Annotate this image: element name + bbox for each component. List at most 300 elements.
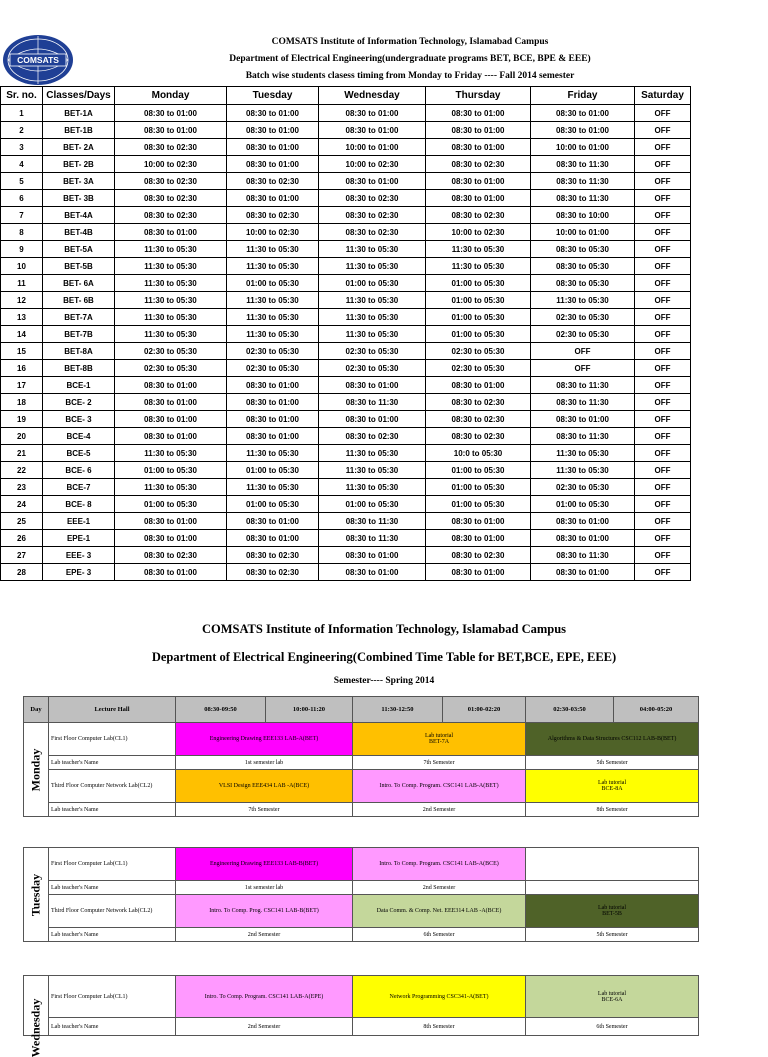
table-cell: 12 <box>1 292 43 309</box>
table-cell: 08:30 to 01:00 <box>115 377 227 394</box>
table-cell: 08:30 to 01:00 <box>319 564 426 581</box>
table-cell: 11:30 to 05:30 <box>115 241 227 258</box>
table-cell: 11:30 to 05:30 <box>227 326 319 343</box>
table-cell: 08:30 to 01:00 <box>426 122 531 139</box>
table-cell: BET-8A <box>43 343 115 360</box>
table-row <box>1 462 691 479</box>
table-cell: OFF <box>635 122 691 139</box>
table-cell: 11:30 to 05:30 <box>227 445 319 462</box>
table-cell: BET-7A <box>43 309 115 326</box>
table-cell: 01:00 to 05:30 <box>227 496 319 513</box>
table-cell: 08:30 to 01:00 <box>227 156 319 173</box>
slot-header: 04:00-05:20 <box>614 697 699 723</box>
table-cell: BET- 3B <box>43 190 115 207</box>
table-cell: 08:30 to 05:30 <box>531 258 635 275</box>
table-cell: 08:30 to 01:00 <box>115 513 227 530</box>
table-cell: BCE-4 <box>43 428 115 445</box>
table-row <box>1 513 691 530</box>
table-cell: 1 <box>1 105 43 122</box>
semester-cell: 7th Semester <box>353 756 526 770</box>
table-cell: OFF <box>635 173 691 190</box>
table-cell: 08:30 to 01:00 <box>115 105 227 122</box>
table-cell: 5 <box>1 173 43 190</box>
table-cell: OFF <box>635 377 691 394</box>
table-cell: 08:30 to 01:00 <box>115 122 227 139</box>
table-cell: 08:30 to 01:00 <box>426 377 531 394</box>
table-cell: 11:30 to 05:30 <box>531 292 635 309</box>
table-cell: OFF <box>635 326 691 343</box>
table-cell: 08:30 to 01:00 <box>115 428 227 445</box>
slot-cell: Engineering Drawing EEE133 LAB-A(BET) <box>176 723 353 756</box>
table-row <box>1 139 691 156</box>
table-cell: 01:00 to 05:30 <box>426 479 531 496</box>
table-cell: 08:30 to 02:30 <box>426 411 531 428</box>
table-cell: 08:30 to 02:30 <box>319 207 426 224</box>
table-cell: 11:30 to 05:30 <box>227 258 319 275</box>
slot-cell: VLSI Design EEE434 LAB -A(BCE) <box>176 770 353 803</box>
table-cell: 11 <box>1 275 43 292</box>
monday-block <box>23 722 699 817</box>
table-cell: 02:30 to 05:30 <box>531 309 635 326</box>
table-cell: 10:00 to 02:30 <box>227 224 319 241</box>
slot-cell: Algorithms & Data Structures CSC112 LAB-B(BET) <box>526 723 699 756</box>
table-cell: 21 <box>1 445 43 462</box>
semester-cell: 6th Semester <box>526 1018 699 1036</box>
table-row <box>1 343 691 360</box>
room-cl2: Third Floor Computer Network Lab(CL2) <box>49 895 176 928</box>
semester-cell: 5th Semester <box>526 756 699 770</box>
table-cell: 01:00 to 05:30 <box>319 275 426 292</box>
table-cell: 08:30 to 01:00 <box>227 122 319 139</box>
slot-cell: Lab tutorial BCE-6A <box>526 976 699 1018</box>
table-cell: 10:00 to 02:30 <box>115 156 227 173</box>
slot-cell <box>526 848 699 881</box>
table-cell: 08:30 to 01:00 <box>426 564 531 581</box>
room-cl1: First Floor Computer Lab(CL1) <box>49 723 176 756</box>
table-cell: 11:30 to 05:30 <box>319 309 426 326</box>
table-cell: 01:00 to 05:30 <box>426 326 531 343</box>
table-cell: OFF <box>635 564 691 581</box>
table-cell: 15 <box>1 343 43 360</box>
column-header: Tuesday <box>227 87 319 105</box>
table-cell: 11:30 to 05:30 <box>319 462 426 479</box>
table-cell: 11:30 to 05:30 <box>115 258 227 275</box>
table-row <box>1 479 691 496</box>
table-cell: 19 <box>1 411 43 428</box>
table-cell: 11:30 to 05:30 <box>115 275 227 292</box>
table-cell: 25 <box>1 513 43 530</box>
table-row <box>1 564 691 581</box>
table-row <box>1 496 691 513</box>
table-cell: BET- 2A <box>43 139 115 156</box>
table-cell: BCE-1 <box>43 377 115 394</box>
table-cell: 11:30 to 05:30 <box>531 462 635 479</box>
table-cell: EPE-1 <box>43 530 115 547</box>
column-header: Friday <box>531 87 635 105</box>
table-cell: 02:30 to 05:30 <box>115 343 227 360</box>
table-cell: 20 <box>1 428 43 445</box>
table-cell: 08:30 to 01:00 <box>531 564 635 581</box>
table-cell: 16 <box>1 360 43 377</box>
table-row <box>1 377 691 394</box>
semester-cell: 2nd Semester <box>353 881 526 895</box>
table-cell: BET- 6A <box>43 275 115 292</box>
table-cell: BCE-5 <box>43 445 115 462</box>
table-cell: 24 <box>1 496 43 513</box>
table-cell: 11:30 to 05:30 <box>227 292 319 309</box>
semester-cell: 1st semester lab <box>176 756 353 770</box>
slot-cell: Intro. To Comp. Program. CSC141 LAB-A(BCE) <box>353 848 526 881</box>
table-cell: 11:30 to 05:30 <box>319 326 426 343</box>
table-cell: 08:30 to 01:00 <box>115 394 227 411</box>
table-cell: 08:30 to 01:00 <box>227 190 319 207</box>
table-row <box>1 258 691 275</box>
column-header: Saturday <box>635 87 691 105</box>
table-row <box>1 309 691 326</box>
table-cell: 13 <box>1 309 43 326</box>
slot-cell: Data Comm. & Comp. Net. EEE314 LAB -A(BCE) <box>353 895 526 928</box>
table-cell: 08:30 to 02:30 <box>426 428 531 445</box>
table-row <box>1 292 691 309</box>
table-cell: BET- 6B <box>43 292 115 309</box>
lab-teacher-label: Lab teacher's Name <box>49 803 176 817</box>
table-cell: BET-8B <box>43 360 115 377</box>
table-cell: 2 <box>1 122 43 139</box>
table-cell: BET-4B <box>43 224 115 241</box>
table-cell: 08:30 to 01:00 <box>115 564 227 581</box>
table-cell: 01:00 to 05:30 <box>426 275 531 292</box>
table-cell: OFF <box>635 309 691 326</box>
table-row <box>1 326 691 343</box>
table-cell: 08:30 to 01:00 <box>319 122 426 139</box>
table-cell: OFF <box>635 428 691 445</box>
table-cell: 14 <box>1 326 43 343</box>
table-cell: 10:00 to 01:00 <box>319 139 426 156</box>
table-cell: 23 <box>1 479 43 496</box>
table-cell: 08:30 to 02:30 <box>115 207 227 224</box>
day-col-header: Day <box>24 697 49 723</box>
semester-cell: 8th Semester <box>526 803 699 817</box>
table-cell: 08:30 to 01:00 <box>115 530 227 547</box>
table-cell: 08:30 to 02:30 <box>426 547 531 564</box>
tuesday-block <box>23 847 699 942</box>
lab-teacher-label: Lab teacher's Name <box>49 881 176 895</box>
table-cell: OFF <box>635 292 691 309</box>
table-cell: 08:30 to 02:30 <box>426 156 531 173</box>
table-cell: 02:30 to 05:30 <box>115 360 227 377</box>
table-cell: BET-7B <box>43 326 115 343</box>
table-cell: 08:30 to 01:00 <box>319 547 426 564</box>
slot-cell: Intro. To Comp. Program. CSC141 LAB-A(BET) <box>353 770 526 803</box>
table-cell: 08:30 to 11:30 <box>319 530 426 547</box>
table-cell: 02:30 to 05:30 <box>227 343 319 360</box>
table-cell: 08:30 to 02:30 <box>227 547 319 564</box>
semester-cell <box>526 881 699 895</box>
table-cell: 08:30 to 11:30 <box>531 394 635 411</box>
day-label-tuesday: Tuesday <box>24 848 49 942</box>
table-cell: 8 <box>1 224 43 241</box>
table-cell: 08:30 to 01:00 <box>227 411 319 428</box>
table-cell: BET- 2B <box>43 156 115 173</box>
table-cell: BET- 3A <box>43 173 115 190</box>
table-cell: 08:30 to 01:00 <box>426 173 531 190</box>
table-cell: OFF <box>635 411 691 428</box>
timetable-department-title: Department of Electrical Engineering(Combined Time Table for BET,BCE, EPE, EEE) <box>151 650 617 664</box>
table-cell: 08:30 to 01:00 <box>227 530 319 547</box>
table-cell: 08:30 to 01:00 <box>227 394 319 411</box>
timetable-semester: Semester---- Spring 2014 <box>333 676 435 686</box>
table-cell: 08:30 to 01:00 <box>227 513 319 530</box>
table-cell: OFF <box>635 224 691 241</box>
table-cell: 10:00 to 02:30 <box>426 224 531 241</box>
table-cell: 01:00 to 05:30 <box>426 292 531 309</box>
lab-teacher-label: Lab teacher's Name <box>49 1018 176 1036</box>
table-row <box>1 207 691 224</box>
table-cell: BET-5A <box>43 241 115 258</box>
day-label-monday: Monday <box>24 723 49 817</box>
slot-cell: Engineering Drawing EEE133 LAB-B(BET) <box>176 848 353 881</box>
semester-cell: 2nd Semester <box>353 803 526 817</box>
department-title: Department of Electrical Engineering(undergraduate programs BET, BCE, BPE & EEE) <box>229 54 591 64</box>
table-cell: 08:30 to 01:00 <box>531 122 635 139</box>
table-cell: 02:30 to 05:30 <box>319 343 426 360</box>
table-cell: 08:30 to 11:30 <box>531 190 635 207</box>
table-cell: 11:30 to 05:30 <box>227 241 319 258</box>
table-row <box>1 394 691 411</box>
comsats-logo <box>2 34 74 86</box>
table-cell: OFF <box>531 343 635 360</box>
table-cell: 08:30 to 02:30 <box>426 394 531 411</box>
lecture-hall-col-header: Lecture Hall <box>49 697 176 723</box>
table-cell: 01:00 to 05:30 <box>426 462 531 479</box>
table-cell: 02:30 to 05:30 <box>319 360 426 377</box>
table-cell: 08:30 to 01:00 <box>426 190 531 207</box>
batch-timing-title: Batch wise students clasess timing from Monday to Friday ---- Fall 2014 semester <box>245 71 575 81</box>
table-cell: 11:30 to 05:30 <box>426 241 531 258</box>
table-cell: 28 <box>1 564 43 581</box>
table-cell: 17 <box>1 377 43 394</box>
table-cell: BET-4A <box>43 207 115 224</box>
table-cell: 08:30 to 02:30 <box>115 139 227 156</box>
table-cell: 01:00 to 05:30 <box>531 496 635 513</box>
table-row <box>1 190 691 207</box>
institute-title: COMSATS Institute of Information Technology, Islamabad Campus <box>271 37 549 47</box>
table-cell: 01:00 to 05:30 <box>227 275 319 292</box>
table-cell: 4 <box>1 156 43 173</box>
table-cell: 3 <box>1 139 43 156</box>
table-cell: 08:30 to 05:30 <box>531 241 635 258</box>
table-cell: 11:30 to 05:30 <box>319 258 426 275</box>
table-cell: OFF <box>635 496 691 513</box>
table-cell: 08:30 to 01:00 <box>319 105 426 122</box>
table-cell: 08:30 to 11:30 <box>531 173 635 190</box>
table-cell: 02:30 to 05:30 <box>531 479 635 496</box>
table-cell: 01:00 to 05:30 <box>115 496 227 513</box>
slot-cell: Lab tutorial BET-7A <box>353 723 526 756</box>
slot-header: 02:30-03:50 <box>526 697 614 723</box>
slot-header: 01:00-02:20 <box>443 697 526 723</box>
table-cell: 08:30 to 01:00 <box>426 530 531 547</box>
room-cl1: First Floor Computer Lab(CL1) <box>49 848 176 881</box>
table-row <box>1 411 691 428</box>
table-cell: BET-1B <box>43 122 115 139</box>
table-cell: EPE- 3 <box>43 564 115 581</box>
table-row <box>1 547 691 564</box>
table-cell: 08:30 to 01:00 <box>227 105 319 122</box>
table-cell: 08:30 to 01:00 <box>531 411 635 428</box>
table-cell: 18 <box>1 394 43 411</box>
table-cell: 11:30 to 05:30 <box>115 309 227 326</box>
table-cell: 08:30 to 02:30 <box>227 207 319 224</box>
table-cell: BET-1A <box>43 105 115 122</box>
table-row <box>1 530 691 547</box>
column-header: Wednesday <box>319 87 426 105</box>
table-cell: OFF <box>635 105 691 122</box>
table-cell: 11:30 to 05:30 <box>227 309 319 326</box>
table-cell: 11:30 to 05:30 <box>115 479 227 496</box>
table-cell: 7 <box>1 207 43 224</box>
table-cell: OFF <box>635 479 691 496</box>
table-cell: 01:00 to 05:30 <box>426 309 531 326</box>
table-cell: 11:30 to 05:30 <box>115 292 227 309</box>
slot-cell: Lab tutorial BET-5B <box>526 895 699 928</box>
table-cell: 11:30 to 05:30 <box>319 292 426 309</box>
table-cell: 10 <box>1 258 43 275</box>
table-row <box>1 241 691 258</box>
table-cell: 10:00 to 01:00 <box>531 139 635 156</box>
table-cell: 26 <box>1 530 43 547</box>
table-cell: 08:30 to 11:30 <box>319 394 426 411</box>
table-cell: 08:30 to 02:30 <box>115 547 227 564</box>
table-row <box>1 275 691 292</box>
table-cell: OFF <box>531 360 635 377</box>
table-cell: OFF <box>635 394 691 411</box>
timetable-institute-title: COMSATS Institute of Information Technology, Islamabad Campus <box>201 622 567 636</box>
table-row <box>1 122 691 139</box>
table-cell: 11:30 to 05:30 <box>227 479 319 496</box>
table-cell: OFF <box>635 343 691 360</box>
table-cell: 10:00 to 02:30 <box>319 156 426 173</box>
table-cell: EEE-1 <box>43 513 115 530</box>
slot-header: 11:30-12:50 <box>353 697 443 723</box>
table-cell: 08:30 to 01:00 <box>426 105 531 122</box>
table-cell: EEE- 3 <box>43 547 115 564</box>
table-cell: 08:30 to 01:00 <box>531 530 635 547</box>
table-cell: 08:30 to 11:30 <box>531 156 635 173</box>
table-cell: 08:30 to 11:30 <box>531 377 635 394</box>
table-row <box>1 428 691 445</box>
table-cell: 01:00 to 05:30 <box>227 462 319 479</box>
table-cell: 08:30 to 01:00 <box>115 411 227 428</box>
semester-cell: 2nd Semester <box>176 1018 353 1036</box>
table-cell: BCE- 3 <box>43 411 115 428</box>
schedule-header-row <box>1 87 691 105</box>
table-cell: 08:30 to 01:00 <box>227 428 319 445</box>
table-cell: 08:30 to 01:00 <box>531 105 635 122</box>
table-cell: OFF <box>635 445 691 462</box>
table-cell: 08:30 to 01:00 <box>531 513 635 530</box>
lab-teacher-label: Lab teacher's Name <box>49 928 176 942</box>
column-header: Classes/Days <box>43 87 115 105</box>
table-cell: 08:30 to 05:30 <box>531 275 635 292</box>
semester-cell: 2nd Semester <box>176 928 353 942</box>
table-cell: 11:30 to 05:30 <box>319 479 426 496</box>
table-cell: BCE- 2 <box>43 394 115 411</box>
timetable-header <box>23 696 699 723</box>
slot-cell: Network Programming CSC341-A(BET) <box>353 976 526 1018</box>
table-cell: 02:30 to 05:30 <box>426 343 531 360</box>
semester-cell: 1st semester lab <box>176 881 353 895</box>
table-cell: 08:30 to 01:00 <box>227 139 319 156</box>
table-cell: 11:30 to 05:30 <box>115 445 227 462</box>
slot-header: 10:00-11:20 <box>266 697 353 723</box>
table-cell: 9 <box>1 241 43 258</box>
slot-cell: Intro. To Comp. Program. CSC141 LAB-A(EPE) <box>176 976 353 1018</box>
lab-teacher-label: Lab teacher's Name <box>49 756 176 770</box>
table-cell: 08:30 to 01:00 <box>426 513 531 530</box>
table-cell: OFF <box>635 360 691 377</box>
table-cell: OFF <box>635 530 691 547</box>
table-row <box>1 224 691 241</box>
table-cell: OFF <box>635 241 691 258</box>
table-cell: 08:30 to 01:00 <box>115 224 227 241</box>
column-header: Sr. no. <box>1 87 43 105</box>
table-cell: 08:30 to 02:30 <box>115 190 227 207</box>
slot-cell: Lab tutorial BCE-8A <box>526 770 699 803</box>
table-cell: OFF <box>635 275 691 292</box>
slot-header: 08:30-09:50 <box>176 697 266 723</box>
table-row <box>1 173 691 190</box>
table-cell: OFF <box>635 156 691 173</box>
table-cell: OFF <box>635 258 691 275</box>
table-cell: 08:30 to 11:30 <box>531 428 635 445</box>
semester-cell: 6th Semester <box>353 928 526 942</box>
table-row <box>1 445 691 462</box>
table-cell: 10:00 to 01:00 <box>531 224 635 241</box>
table-cell: 08:30 to 01:00 <box>319 173 426 190</box>
table-cell: 11:30 to 05:30 <box>319 445 426 462</box>
table-cell: 10:0 to 05:30 <box>426 445 531 462</box>
table-cell: 08:30 to 02:30 <box>227 564 319 581</box>
day-label-wednesday: Wednesday <box>24 976 49 1036</box>
batch-schedule-table <box>0 86 691 581</box>
table-cell: 08:30 to 02:30 <box>319 190 426 207</box>
table-row <box>1 105 691 122</box>
table-cell: BCE-7 <box>43 479 115 496</box>
table-cell: 11:30 to 05:30 <box>426 258 531 275</box>
table-cell: 01:00 to 05:30 <box>115 462 227 479</box>
table-cell: 11:30 to 05:30 <box>531 445 635 462</box>
slot-cell: Intro. To Comp. Prog. CSC141 LAB-B(BET) <box>176 895 353 928</box>
table-cell: BET-5B <box>43 258 115 275</box>
table-cell: 08:30 to 02:30 <box>319 224 426 241</box>
table-cell: 27 <box>1 547 43 564</box>
table-cell: 11:30 to 05:30 <box>319 241 426 258</box>
table-cell: 08:30 to 01:00 <box>227 377 319 394</box>
table-cell: 01:00 to 05:30 <box>426 496 531 513</box>
table-cell: 02:30 to 05:30 <box>531 326 635 343</box>
table-cell: OFF <box>635 207 691 224</box>
table-cell: 08:30 to 01:00 <box>319 411 426 428</box>
wednesday-block <box>23 975 699 1057</box>
table-cell: 08:30 to 02:30 <box>227 173 319 190</box>
table-cell: 02:30 to 05:30 <box>227 360 319 377</box>
svg-text:COMSATS: COMSATS <box>17 55 59 65</box>
room-cl1: First Floor Computer Lab(CL1) <box>49 976 176 1018</box>
table-cell: OFF <box>635 139 691 156</box>
table-row <box>1 360 691 377</box>
table-cell: 11:30 to 05:30 <box>115 326 227 343</box>
